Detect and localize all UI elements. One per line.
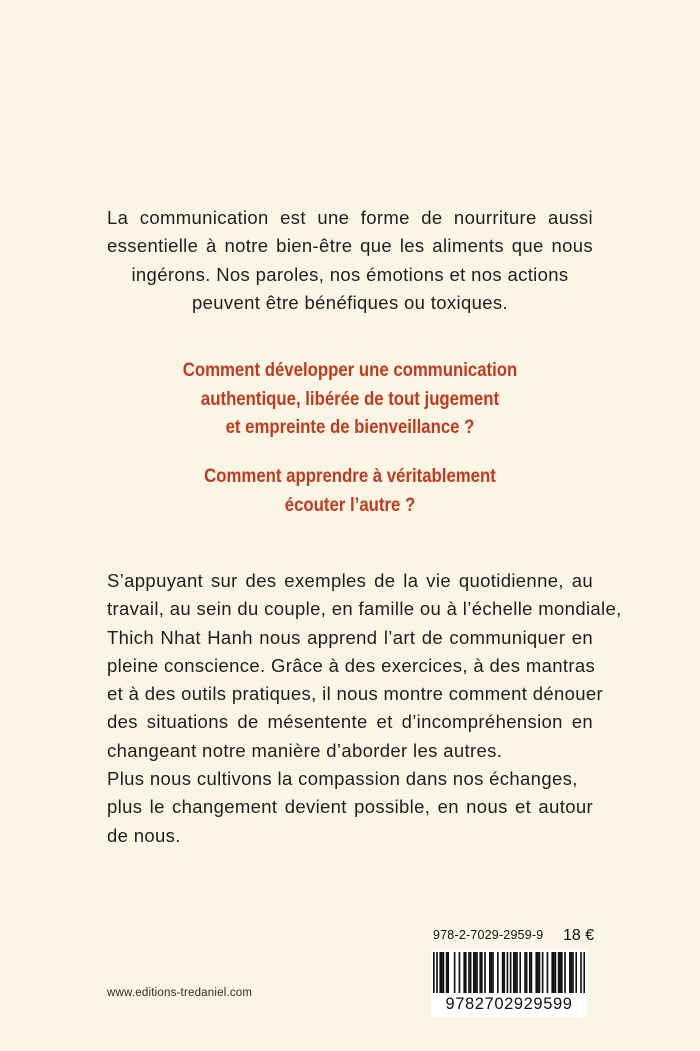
- barcode-bar: [547, 952, 549, 994]
- barcode-bar: [559, 952, 561, 994]
- intro-line: La communication est une forme de nourriture aussi: [107, 207, 593, 228]
- barcode-bar: [470, 952, 472, 994]
- barcode-bar: [531, 952, 533, 994]
- barcode-bar: [463, 952, 465, 994]
- barcode-bar: [473, 952, 475, 994]
- barcode-bar: [492, 952, 494, 994]
- barcode-bar: [503, 952, 505, 994]
- barcode-bar: [558, 952, 560, 994]
- body-line: Plus nous cultivons la compassion dans nos échanges,: [107, 768, 578, 790]
- barcode-bar: [441, 952, 443, 994]
- barcode-bar: [436, 952, 438, 994]
- barcode-bar: [535, 952, 537, 994]
- barcode-bar: [513, 952, 515, 994]
- barcode-digits: 9782702929599: [431, 993, 587, 1015]
- body-line: Thich Nhat Hanh nous apprend l’art de communiquer en: [107, 626, 593, 648]
- body-line: S’appuyant sur des exemples de la vie quotidienne, au: [107, 570, 593, 591]
- body-line: de nous.: [107, 824, 181, 846]
- intro-paragraph: [107, 204, 593, 317]
- question-line: écouter l’autre ?: [284, 493, 416, 516]
- intro-line: essentielle à notre bien-être que les aliments que nous: [107, 235, 593, 257]
- barcode-bar: [439, 952, 441, 994]
- barcode-bar: [519, 952, 521, 994]
- barcode-bar: [497, 952, 499, 994]
- barcode-bar: [524, 952, 526, 994]
- barcode-bar: [516, 952, 518, 994]
- barcode-bar: [537, 952, 539, 994]
- barcode-bar: [446, 952, 448, 994]
- barcode-bar: [468, 952, 470, 994]
- barcode-bar: [561, 952, 563, 994]
- barcode-bar: [580, 952, 582, 994]
- body-line: pleine conscience. Grâce à des exercices, à des mantras: [107, 654, 596, 676]
- barcode: [431, 949, 587, 1017]
- body-paragraph: [107, 567, 622, 850]
- barcode-bar: [459, 952, 461, 994]
- barcode-bar: [443, 952, 445, 994]
- barcode-bar: [553, 952, 555, 994]
- barcode-bar: [583, 952, 585, 994]
- intro-line: peuvent être bénéfiques ou toxiques.: [191, 291, 509, 313]
- barcode-bar: [507, 952, 509, 994]
- question-line: Comment développer une communication: [182, 359, 518, 381]
- barcode-bar: [571, 952, 573, 994]
- barcode-bar: [465, 952, 467, 994]
- barcode-bar: [572, 952, 574, 994]
- barcode-bar: [491, 952, 493, 994]
- barcode-bar: [476, 952, 478, 994]
- intro-line: ingérons. Nos paroles, nos émotions et nos actions: [131, 263, 569, 285]
- barcode-bar: [475, 952, 477, 994]
- barcode-bar: [479, 952, 481, 994]
- body-line: plus le changement devient possible, en nous et autour: [107, 796, 593, 818]
- barcode-bars: [433, 952, 585, 994]
- question-line: Comment apprendre à véritablement: [204, 465, 496, 487]
- isbn-number: 978-2-7029-2959-9: [433, 928, 544, 942]
- barcode-bar: [454, 952, 456, 994]
- barcode-bar: [555, 952, 557, 994]
- barcode-bar: [484, 952, 486, 994]
- body-line: et à des outils pratiques, il nous montre comment dénouer: [107, 683, 604, 705]
- barcode-bar: [529, 952, 531, 994]
- question-line: authentique, libérée de tout jugement: [200, 387, 500, 410]
- question-2: [135, 462, 565, 519]
- barcode-bar: [502, 952, 504, 994]
- price-label: 18 €: [563, 927, 595, 944]
- barcode-bar: [510, 952, 512, 994]
- barcode-bar: [564, 952, 566, 994]
- body-line: travail, au sein du couple, en famille ou à l’échelle mondiale,: [107, 598, 622, 620]
- barcode-bar: [481, 952, 483, 994]
- publisher-website: www.editions-tredaniel.com: [107, 987, 253, 999]
- barcode-bar: [551, 952, 553, 994]
- question-1: [135, 356, 565, 442]
- barcode-bar: [489, 952, 491, 994]
- barcode-bar: [569, 952, 571, 994]
- barcode-bar: [539, 952, 541, 994]
- barcode-bar: [575, 952, 577, 994]
- body-line: changeant notre manière d’aborder les autres.: [107, 739, 503, 761]
- barcode-bar: [515, 952, 517, 994]
- barcode-bar: [526, 952, 528, 994]
- question-line: et empreinte de bienveillance ?: [225, 416, 475, 438]
- barcode-bar: [433, 952, 435, 994]
- barcode-bar: [447, 952, 449, 994]
- body-line: des situations de mésentente et d’incompréhension en: [107, 711, 593, 733]
- barcode-bar: [542, 952, 544, 994]
